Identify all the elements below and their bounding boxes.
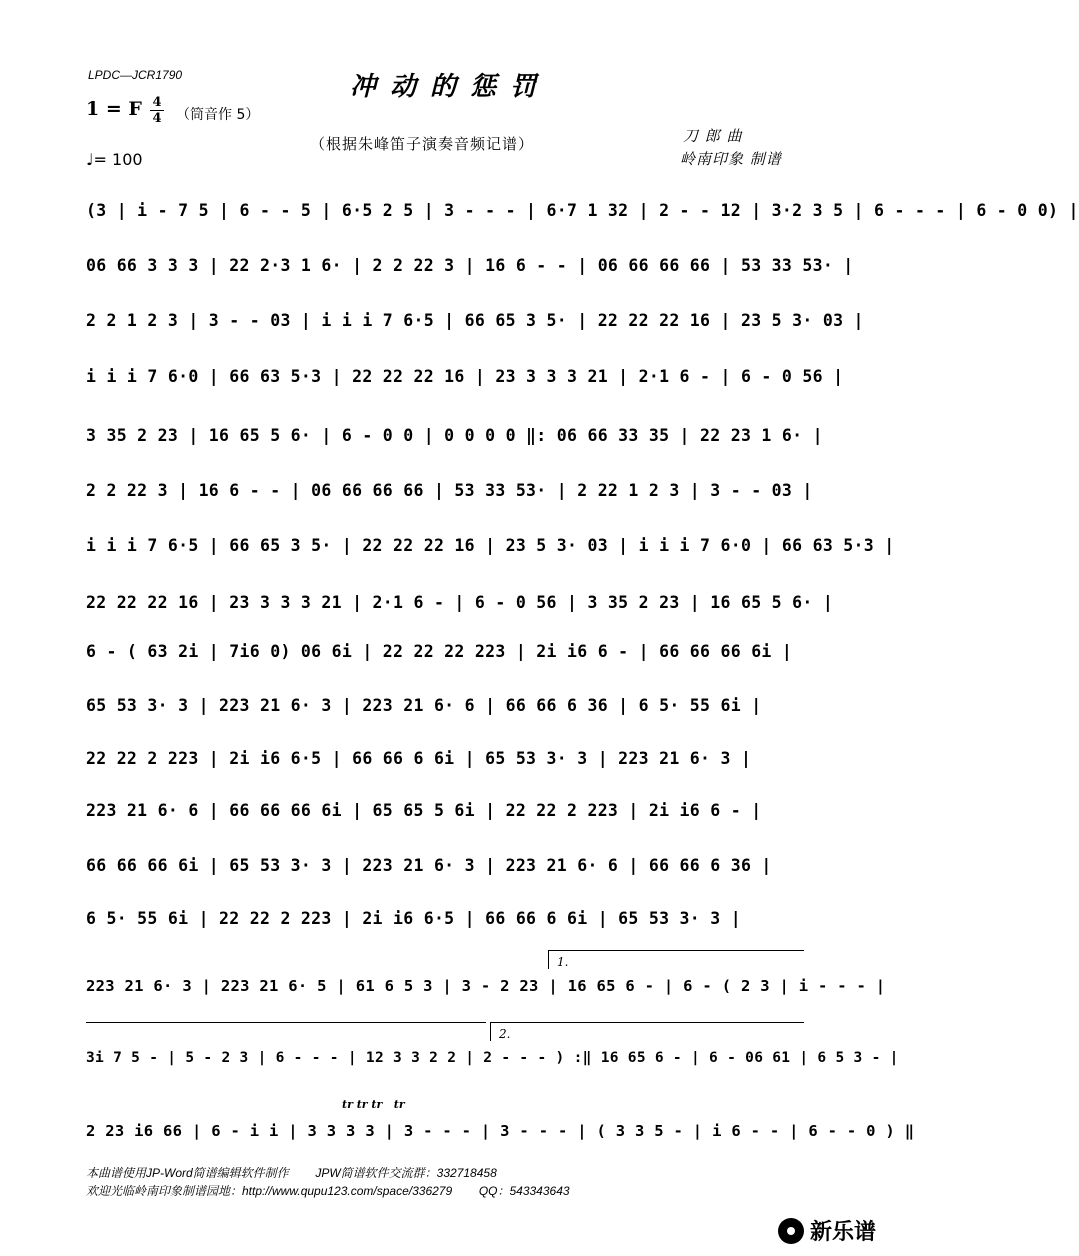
score-line-14: 6 5· 55 6i | 22 22 2 223 | 2i i6 6·5 | 66 66 6 6i | 65 53 3· 3 | [86,909,741,928]
volta-continuation [86,1022,486,1041]
arranger: 岭南印象 制谱 [680,150,782,168]
record-icon [778,1218,804,1244]
volta-label-2: 2. [499,1027,511,1041]
logo-text: 新乐谱 [809,1220,876,1245]
score-line-1: (3 | i - 7 5 | 6 - - 5 | 6·5 2 5 | 3 - - - | 6·7 1 32 | 2 - - 12 | 3·2 3 5 | 6 - - - | 6 - 0 0) | [86,201,1079,220]
score-line-10: 65 53 3· 3 | 223 21 6· 3 | 223 21 6· 6 | 66 66 6 36 | 6 5· 55 6i | [86,696,762,715]
score-line-16: 3i 7 5 - | 5 - 2 3 | 6 - - - | 12 3 3 2 2 | 2 - - - ) :‖ 16 65 6 - | 6 - 06 61 | 6 5 3 - | [86,1050,899,1066]
score-line-6: 2 2 22 3 | 16 6 - - | 06 66 66 66 | 53 33 53· | 2 22 1 2 3 | 3 - - 03 | [86,481,813,500]
composer: 刀 郎 曲 [683,127,743,145]
tempo-marking: ♩= 100 [86,150,143,169]
score-line-2: 06 66 3 3 3 | 22 2·3 1 6· | 2 2 22 3 | 16 6 - - | 06 66 66 66 | 53 33 53· | [86,256,854,275]
time-signature [150,96,164,125]
score-line-17: 2 23 i6 66 | 6 - i i | 3 3 3 3 | 3 - - - | 3 - - - | ( 3 3 5 - | i 6 - - | 6 - - 0 ) ‖ [86,1122,915,1140]
volta-bracket-2 [490,1022,804,1041]
footer-line-2: 欢迎光临岭南印象制谱园地：http://www.qupu123.com/space/336279 QQ：543343643 [86,1184,570,1198]
footer-line-1: 本曲谱使用JP-Word简谱编辑软件制作 JPW简谱软件交流群：332718458 [86,1166,497,1180]
score-line-13: 66 66 66 6i | 65 53 3· 3 | 223 21 6· 3 | 223 21 6· 6 | 66 66 6 36 | [86,856,772,875]
score-line-11: 22 22 2 223 | 2i i6 6·5 | 66 66 6 6i | 65 53 3· 3 | 223 21 6· 3 | [86,749,752,768]
subtitle: （根据朱峰笛子演奏音频记谱） [310,135,535,153]
meter-bottom: 4 [152,111,162,126]
key-signature: 1 = F [86,98,142,120]
score-line-9: 6 - ( 63 2i | 7i6 0) 06 6i | 22 22 22 223 | 2i i6 6 - | 66 66 66 6i | [86,642,793,661]
score-line-8: 22 22 22 16 | 23 3 3 3 21 | 2·1 6 - | 6 - 0 56 | 3 35 2 23 | 16 65 5 6· | [86,593,834,612]
score-line-5: 3 35 2 23 | 16 65 5 6· | 6 - 0 0 | 0 0 0 0 ‖: 06 66 33 35 | 22 23 1 6· | [86,426,823,445]
score-code: LPDC—JCR1790 [88,68,183,82]
score-line-7: i i i 7 6·5 | 66 65 3 5· | 22 22 22 16 | 23 5 3· 03 | i i i 7 6·0 | 66 63 5·3 | [86,536,895,555]
meter-top: 4 [152,95,162,110]
page-title: 冲动的惩罚 [349,72,550,102]
score-line-15: 223 21 6· 3 | 223 21 6· 5 | 61 6 5 3 | 3 - 2 23 | 16 65 6 - | 6 - ( 2 3 | i - - - | [86,977,886,995]
score-line-3: 2 2 1 2 3 | 3 - - 03 | i i i 7 6·5 | 66 65 3 5· | 22 22 22 16 | 23 5 3· 03 | [86,311,864,330]
score-line-12: 223 21 6· 6 | 66 66 66 6i | 65 65 5 6i | 22 22 2 223 | 2i i6 6 - | [86,801,762,820]
site-logo [778,1215,876,1246]
trill-marks: tr tr tr tr [342,1098,405,1111]
tonic-note: （筒音作 5） [176,107,260,123]
volta-bracket-1 [548,950,804,969]
volta-label-1: 1. [557,955,569,969]
score-line-4: i i i 7 6·0 | 66 63 5·3 | 22 22 22 16 | 23 3 3 3 21 | 2·1 6 - | 6 - 0 56 | [86,367,844,386]
